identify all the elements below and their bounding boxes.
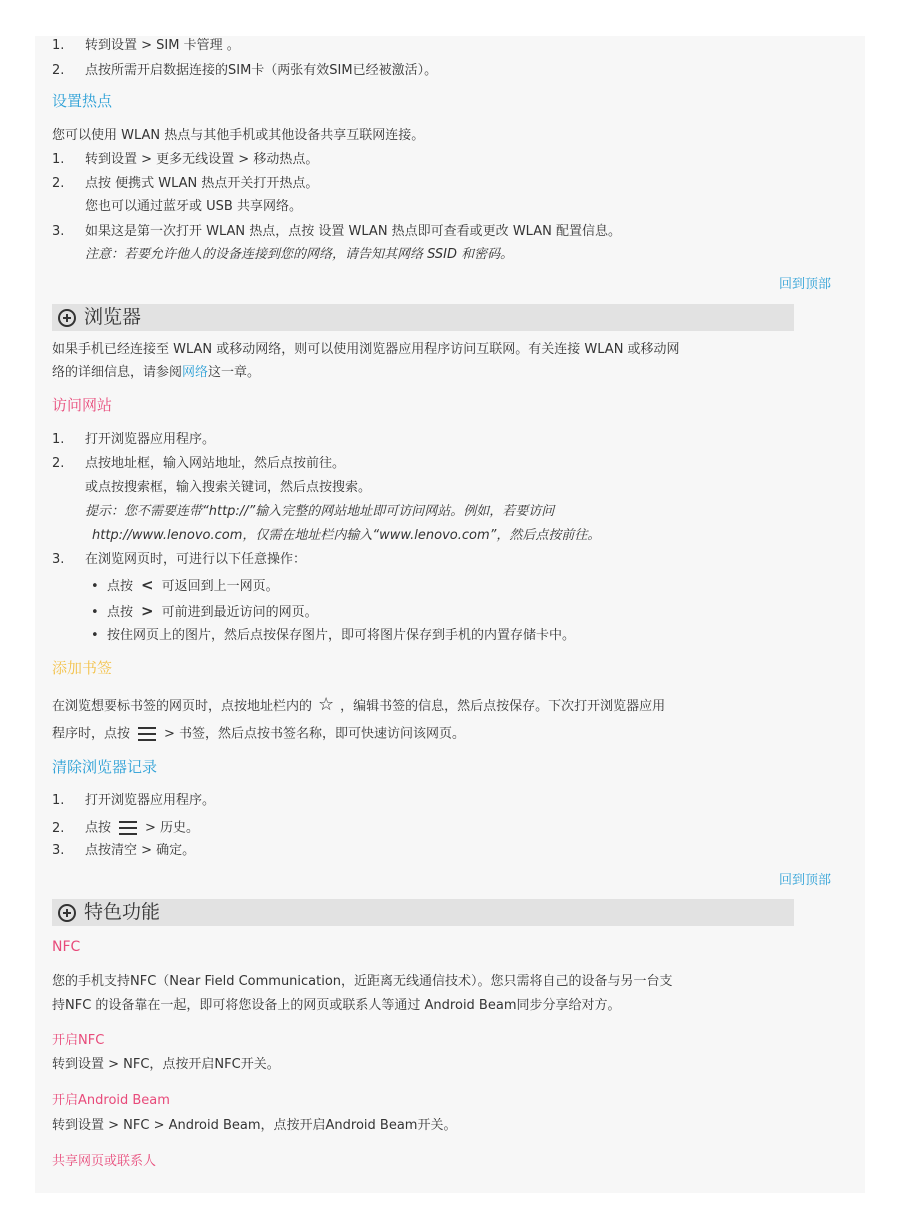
network-link[interactable]: 网络 <box>182 365 209 380</box>
hotspot-step-2-sub: 您也可以通过蓝牙或 USB 共享网络。 <box>85 199 302 214</box>
nfc-line-1: 您的手机支持NFC（Near Field Communication，近距离无线通信技术）。您只需将自己的设备与另一台支 <box>52 974 673 989</box>
clear-history-heading: 清除浏览器记录 <box>52 758 158 776</box>
visit-step-3: 3. 在浏览网页时，可进行以下任意操作： <box>52 552 307 567</box>
open-nfc-heading: 开启NFC <box>52 1033 105 1048</box>
bullet-dot: • <box>91 605 99 620</box>
back-to-top-link[interactable]: 回到顶部 <box>778 277 831 292</box>
sim-step-1: 1. 转到设置 > SIM 卡管理 。 <box>52 38 240 53</box>
clear-step-3: 3. 点按清空 > 确定。 <box>52 843 196 858</box>
star-icon: ☆ <box>318 694 335 715</box>
open-beam-heading: 开启Android Beam <box>52 1093 170 1108</box>
bullet-dot: • <box>91 628 99 643</box>
hotspot-step-2: 2. 点按 便携式 WLAN 热点开关打开热点。 <box>52 176 319 191</box>
browser-intro-line-2: 络的详细信息，请参阅网络这一章。 <box>52 365 261 380</box>
hotspot-heading: 设置热点 <box>52 92 113 110</box>
back-to-top-link[interactable]: 回到顶部 <box>778 873 831 888</box>
visit-step-2: 2. 点按地址框，输入网站地址，然后点按前往。 <box>52 456 346 471</box>
document-page <box>35 36 865 1193</box>
hotspot-step-1: 1. 转到设置 > 更多无线设置 > 移动热点。 <box>52 152 319 167</box>
nfc-line-2: 持NFC 的设备靠在一起，即可将您设备上的网页或联系人等通过 Android Beam同步分享给对方。 <box>52 998 621 1013</box>
expand-plus-icon[interactable] <box>58 309 76 327</box>
share-heading: 共享网页或联系人 <box>52 1154 157 1169</box>
visit-tip-line-1: 提示：您不需要连带“http://”输入完整的网站地址即可访问网站。例如，若要访问 <box>85 504 555 519</box>
visit-website-heading: 访问网站 <box>52 396 113 414</box>
visit-step-2-sub: 或点按搜索框，输入搜索关键词，然后点按搜索。 <box>85 480 372 495</box>
bullet-save-image: • 按住网页上的图片，然后点按保存图片，即可将图片保存到手机的内置存储卡中。 <box>91 628 576 643</box>
menu-icon <box>138 723 156 745</box>
bullet-forward: • 点按 > 可前进到最近访问的网页。 <box>91 602 318 620</box>
visit-step-1: 1. 打开浏览器应用程序。 <box>52 432 216 447</box>
bookmark-line-1: 在浏览想要标书签的网页时，点按地址栏内的 ☆ ，编辑书签的信息，然后点按保存。下次打开浏览器应用 <box>52 694 666 715</box>
section-title-browser: 浏览器 <box>84 306 142 328</box>
section-bar-features[interactable] <box>52 899 794 926</box>
sim-step-2: 2. 点按所需开启数据连接的SIM卡（两张有效SIM已经被激活）。 <box>52 63 438 78</box>
add-bookmark-heading: 添加书签 <box>52 659 113 677</box>
nfc-heading: NFC <box>52 939 81 955</box>
clear-step-1: 1. 打开浏览器应用程序。 <box>52 793 216 808</box>
clear-step-2: 2. 点按 > 历史。 <box>52 817 199 839</box>
menu-icon <box>119 817 137 839</box>
section-title-features: 特色功能 <box>84 901 161 923</box>
hotspot-step-3: 3. 如果这是第一次打开 WLAN 热点，点按 设置 WLAN 热点即可查看或更改 WLAN 配置信息。 <box>52 224 621 239</box>
bullet-back: • 点按 < 可返回到上一网页。 <box>91 576 279 594</box>
bookmark-line-2: 程序时，点按 > 书签，然后点按书签名称，即可快速访问该网页。 <box>52 723 465 745</box>
expand-plus-icon[interactable] <box>58 904 76 922</box>
visit-tip-line-2: http://www.lenovo.com，仅需在地址栏内输入“www.lenovo.com”，然后点按前往。 <box>92 528 601 543</box>
browser-intro-line-1: 如果手机已经连接至 WLAN 或移动网络，则可以使用浏览器应用程序访问互联网。有关连接 WLAN 或移动网 <box>52 342 680 357</box>
section-bar-browser[interactable] <box>52 304 794 331</box>
open-nfc-text: 转到设置 > NFC，点按开启NFC开关。 <box>52 1057 280 1072</box>
open-beam-text: 转到设置 > NFC > Android Beam，点按开启Android Beam开关。 <box>52 1118 457 1133</box>
bullet-dot: • <box>91 579 99 594</box>
back-arrow-icon: < <box>141 576 154 594</box>
forward-arrow-icon: > <box>141 602 154 620</box>
hotspot-note: 注意：若要允许他人的设备连接到您的网络，请告知其网络 SSID 和密码。 <box>85 247 514 262</box>
hotspot-intro: 您可以使用 WLAN 热点与其他手机或其他设备共享互联网连接。 <box>52 128 425 143</box>
